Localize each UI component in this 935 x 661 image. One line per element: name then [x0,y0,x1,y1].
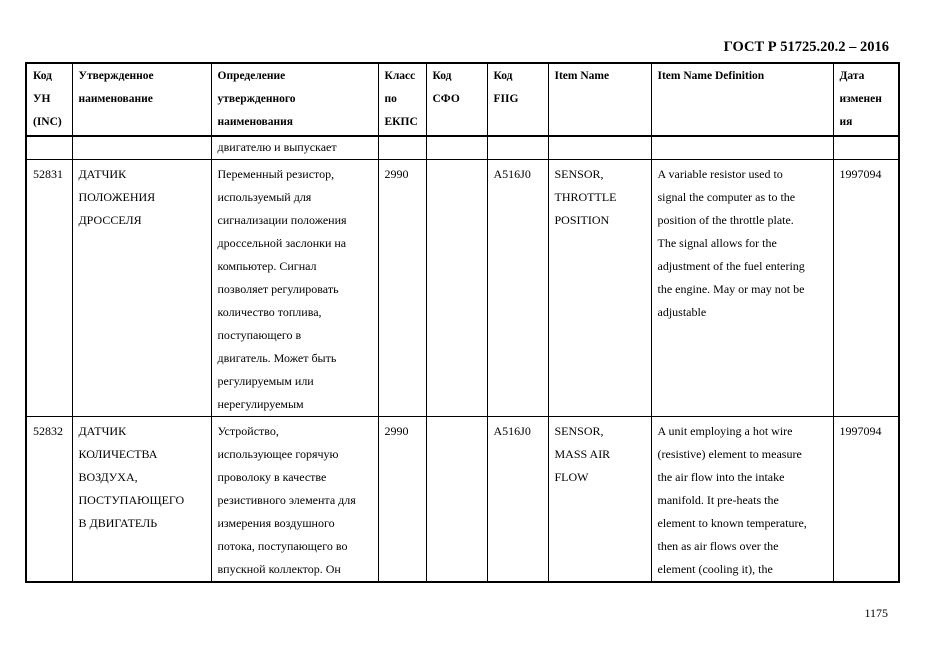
table-row-continuation [26,136,899,160]
col-header-definition: Определение утвержденного наименования [211,63,378,136]
table-cell [833,136,899,160]
table-cell [72,136,211,160]
cell-approved-name: ДАТЧИК КОЛИЧЕСТВА ВОЗДУХА, ПОСТУПАЮЩЕГО В ДВИГАТЕЛЬ [72,417,211,583]
table-cell [487,136,548,160]
col-header-class: Класс по ЕКПС [378,63,426,136]
cell-item-definition: A unit employing a hot wire (resistive) element to measure the air flow into the intake manifold. It pre-heats the element to known temperature, then as air flows over the element (cooling it), the [651,417,833,583]
col-header-date: Дата изменен ия [833,63,899,136]
cell-item-name: SENSOR, THROTTLE POSITION [548,160,651,417]
table-cell [378,136,426,160]
cell-definition: Устройство, использующее горячую проволоку в качестве резистивного элемента для измерения воздушного потока, поступающего во впускной коллектор. Он [211,417,378,583]
cell-approved-name: ДАТЧИК ПОЛОЖЕНИЯ ДРОССЕЛЯ [72,160,211,417]
cell-class: 2990 [378,160,426,417]
col-header-item-name: Item Name [548,63,651,136]
table-row [26,417,899,583]
table-header-row [26,63,899,136]
cell-fiig: A516J0 [487,417,548,583]
table-cell [26,136,72,160]
cell-date: 1997094 [833,160,899,417]
col-header-approved-name: Утвержденное наименование [72,63,211,136]
cell-fiig: A516J0 [487,160,548,417]
table-cell: двигателю и выпускает [211,136,378,160]
cell-class: 2990 [378,417,426,583]
cell-definition: Переменный резистор, используемый для сигнализации положения дроссельной заслонки на компьютер. Сигнал позволяет регулировать количество топлива, поступающего в двигатель. Может быть регулируемым или нерегулируемым [211,160,378,417]
table-cell [426,136,487,160]
standard-designation: ГОСТ Р 51725.20.2 – 2016 [723,39,889,55]
cell-sfo [426,160,487,417]
cell-item-name: SENSOR, MASS AIR FLOW [548,417,651,583]
catalog-table [25,62,900,583]
col-header-sfo: Код СФО [426,63,487,136]
cell-item-definition: A variable resistor used to signal the computer as to the position of the throttle plate. The signal allows for the adjustment of the fuel entering the engine. May or may not be adjustable [651,160,833,417]
col-header-fiig: Код FIIG [487,63,548,136]
page-number: 1175 [864,606,888,620]
cell-code: 52831 [26,160,72,417]
cell-code: 52832 [26,417,72,583]
table-cell [548,136,651,160]
table-row [26,160,899,417]
cell-date: 1997094 [833,417,899,583]
table-cell [651,136,833,160]
cell-sfo [426,417,487,583]
col-header-item-definition: Item Name Definition [651,63,833,136]
col-header-code: Код УН (INC) [26,63,72,136]
